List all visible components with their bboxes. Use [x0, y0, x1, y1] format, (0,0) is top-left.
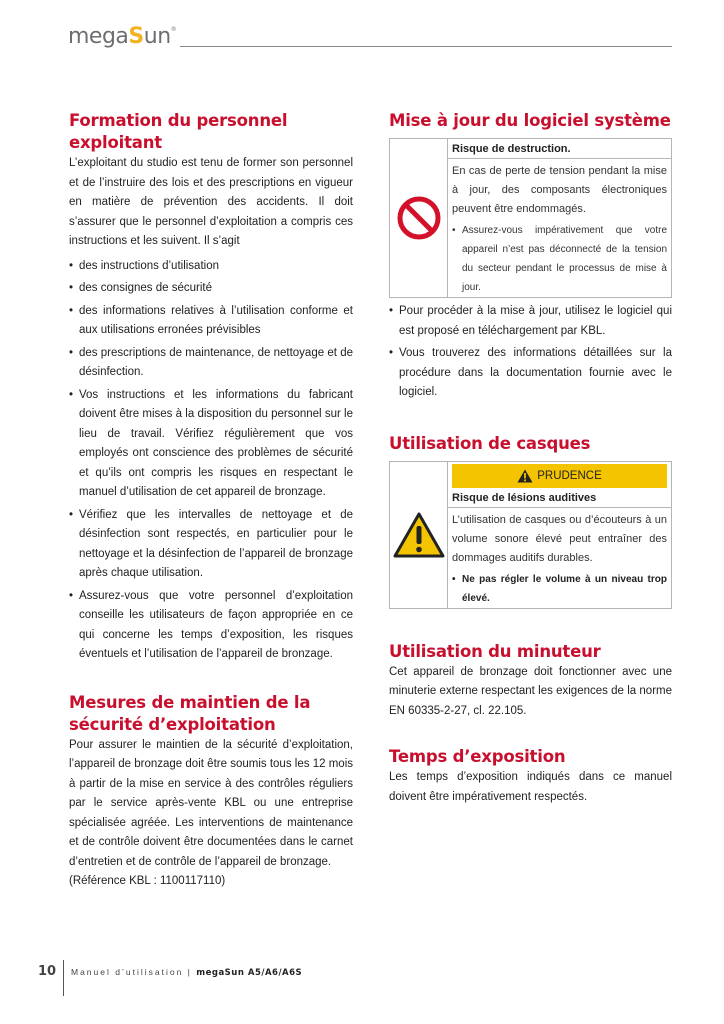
maintenance-body: Pour assurer le maintien de la sécurité d’exploitation, l’appareil de bronzage doit être soumis tous les 12 mois à partir de la mise en service à des contrôles réguliers par le service après-vente KBL ou une entreprise spécialisée agréée. Les interventions de maintenance et de contrôle doivent être documentées dans le carnet d’entretien et de contrôle de l’appareil de bronzage. — [69, 738, 353, 868]
notice-icon-cell — [390, 462, 448, 608]
logo-mega: mega — [68, 24, 129, 49]
software-update-list — [389, 302, 672, 403]
caution-label: PRUDENCE — [537, 469, 602, 482]
section-title-timer: Utilisation du minuteur — [389, 641, 601, 661]
notice-text-cell — [448, 139, 671, 297]
right-column — [389, 110, 672, 807]
left-column — [69, 110, 353, 892]
logo-registered: ® — [170, 26, 177, 33]
maintenance-reference: (Référence KBL : 1100117110) — [69, 875, 226, 887]
notice-title: Risque de destruction. — [452, 143, 571, 155]
hearing-risk-notice — [389, 461, 672, 609]
section-title-headphones: Utilisation de casques — [389, 433, 591, 453]
caution-banner — [452, 464, 667, 488]
notice-text-cell — [448, 462, 671, 608]
notice-title: Risque de lésions auditives — [452, 491, 597, 504]
list-item: • Pour procéder à la mise à jour, utilisez le logiciel qui est proposé en téléchargement par KBL. — [389, 302, 672, 341]
notice-divider — [448, 158, 671, 159]
logo-un: un — [143, 24, 171, 49]
prohibition-sign-icon — [397, 196, 441, 240]
list-item: • des instructions d’utilisation — [69, 257, 353, 277]
title-line: Mesures de maintien de la — [69, 692, 311, 712]
notice-text: L’utilisation de casques ou d’écouteurs à un volume sonore élevé peut entraîner des dommages auditifs durables. — [452, 513, 667, 564]
destruction-risk-notice — [389, 138, 672, 298]
timer-body: Cet appareil de bronzage doit fonctionner avec une minuterie externe respectant les exigences de la norme EN 60335-2-27, cl. 22.105. — [389, 665, 672, 717]
list-item: • Vos instructions et les informations du fabricant doivent être mises à la disposition du personnel sur le lieu de travail. Vérifiez régulièrement que vos employés ont conscience des problèmes de sécurité et qu’ils ont compris les risques en respectant le manuel d’utilisation de cet appareil de bronzage. — [69, 386, 353, 503]
notice-list — [452, 570, 667, 608]
title-line: Formation du personnel — [69, 111, 288, 130]
section-title-exposure-time: Temps d’exposition — [389, 747, 566, 766]
list-item: • des prescriptions de maintenance, de nettoyage et de désinfection. — [69, 344, 353, 383]
list-item: • Vérifiez que les intervalles de nettoyage et de désinfection sont respectés, en particulier pour le nettoyage et la désinfection de l’appareil de bronzage après chaque utilisation. — [69, 506, 353, 584]
title-line: exploitant — [69, 133, 162, 152]
header-rule — [180, 46, 672, 47]
megasun-logo — [68, 24, 176, 49]
list-item: • des informations relatives à l’utilisation conforme et aux utilisations erronées prévisibles — [69, 302, 353, 341]
section-title-software-update: Mise à jour du logiciel système — [389, 111, 671, 130]
warning-triangle-icon — [393, 512, 445, 558]
list-item: • Assurez-vous que votre personnel d’exploitation conseille les utilisateurs de façon appropriée en ce qui concerne les temps d’exposition, les risques éventuels et l’utilisation de l’appareil de bronzage. — [69, 587, 353, 665]
list-item: • des consignes de sécurité — [69, 279, 353, 299]
footer-label — [71, 967, 302, 978]
formation-list — [69, 257, 353, 665]
footer-rule — [63, 960, 64, 996]
list-item: • Vous trouverez des informations détaillées sur la procédure dans la documentation fournie avec le logiciel. — [389, 344, 672, 403]
notice-list-item: • Assurez-vous impérativement que votre appareil n’est pas déconnecté de la tension du secteur pendant le processus de mise à jour. — [452, 221, 667, 297]
formation-intro: L’exploitant du studio est tenu de former son personnel et de l’instruire des lois et des prescriptions en vigueur en matière de prévention des accidents. Il doit s’assurer que le personnel d’exploitation a compris ces instructions et les suivent. Il s’agit — [69, 157, 353, 247]
footer-model: megaSun A5/A6/A6S — [196, 968, 303, 978]
logo-s: S — [128, 24, 144, 49]
notice-text: En cas de perte de tension pendant la mise à jour, des composants électroniques peuvent être endommagés. — [452, 165, 667, 215]
notice-list — [452, 221, 667, 297]
footer-doc-label: Manuel d’utilisation | — [71, 967, 197, 977]
exposure-time-body: Les temps d’exposition indiqués dans ce manuel doivent être impérativement respectés. — [389, 771, 672, 803]
page-number: 10 — [38, 964, 57, 979]
section-title-formation — [69, 110, 353, 154]
section-title-maintenance — [69, 692, 353, 736]
title-line: sécurité d’exploitation — [69, 714, 276, 734]
notice-icon-cell — [390, 139, 448, 297]
notice-divider — [448, 507, 671, 508]
caution-triangle-icon — [517, 469, 533, 483]
notice-list-item: • Ne pas régler le volume à un niveau trop élevé. — [452, 570, 667, 608]
